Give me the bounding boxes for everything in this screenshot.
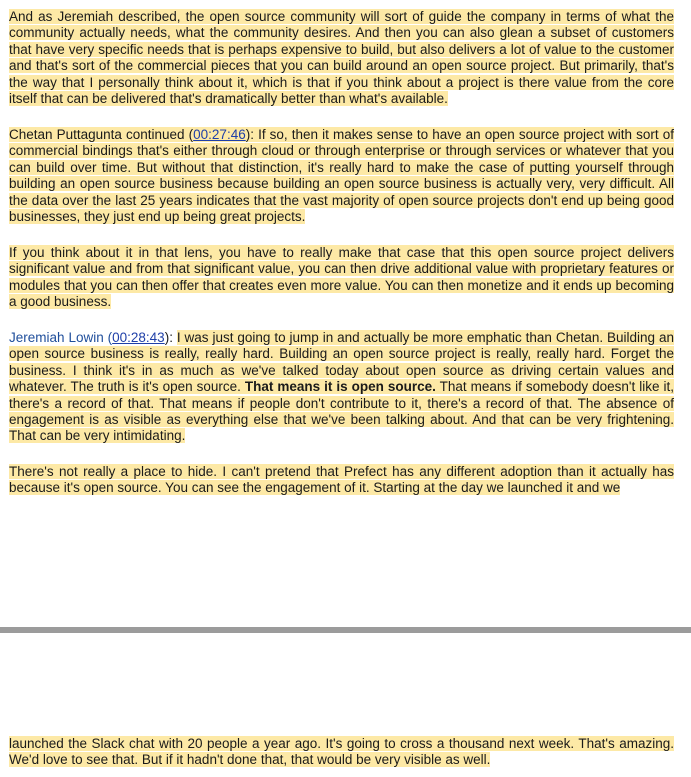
speaker-chetan: Chetan Puttagunta continued (: [9, 127, 194, 142]
paragraph-4: [9, 330, 674, 445]
paragraph-4-text-a: I was just going to jump in and actually be more emphatic than Chetan. Building an open source business is really, really hard. Building an open source project is really, really hard. Forget the business. I think it's in as much as we've talked today about open source as driving certain values and whatever. The truth is it's open source.: [9, 330, 674, 395]
paragraph-3-text: If you think about it in that lens, you have to really make that case that this open source project delivers significant value and from that significant value, you can then drive additional value with proprietary features or modules that you can then offer that creates even more value. You can then monetize and it ends up becoming a good business.: [9, 245, 674, 310]
paragraph-3: [9, 245, 674, 311]
paragraph-1: [9, 9, 674, 107]
speaker-jeremiah: Jeremiah Lowin: [9, 330, 104, 345]
paragraph-6: [9, 736, 674, 769]
paragraph-2-text: If so, then it makes sense to have an open source project with sort of commercial bindings that's either through cloud or through enterprise or through services or whatever that you can build over time. But without that distinction, it's really hard to make the case of putting yourself through building an open source business because building an open source business is actually very, very difficult. All the data over the last 25 years indicates that the vast majority of open source projects don't end up being good businesses, they just end up being great projects.: [9, 127, 675, 225]
paragraph-4-text-b: That means if somebody doesn't like it, there's a record of that. That means if people don't contribute to it, there's a record of that. The absence of engagement is as visible as everything else that we've been talking about. And that can be very frightening. That can be very intimidating.: [9, 379, 674, 444]
timestamp-link-2[interactable]: 00:28:43: [112, 330, 165, 345]
speaker-separator: ):: [164, 330, 177, 345]
paragraph-5-text: There's not really a place to hide. I can't pretend that Prefect has any different adoption than it actually has because it's open source. You can see the engagement of it. Starting at the day we launched it and we: [9, 464, 674, 496]
paragraph-1-text: And as Jeremiah described, the open source community will sort of guide the company in terms of what the community actually needs, what the community desires. And then you can also glean a subset of customers that have very specific needs that is perhaps expensive to build, but also delivers a lot of value to the customer and that's sort of the commercial pieces that you can build around an open source project. But primarily, that's the way that I personally think about it, which is that if you think about a project is there value from the core itself that can be delivered that's dramatically better than what's available.: [9, 9, 674, 107]
paragraph-4-bold: That means it is open source.: [244, 379, 436, 395]
paragraph-2: [9, 127, 674, 225]
paragraph-5: [9, 464, 674, 497]
speaker-separator: ):: [245, 127, 259, 142]
document-page-2: [0, 633, 691, 777]
speaker-open-paren: (: [103, 330, 113, 345]
paragraph-6-text: launched the Slack chat with 20 people a year ago. It's going to cross a thousand next week. That's amazing. We'd love to see that. But if it hadn't done that, that would be very visible as well.: [9, 736, 674, 768]
timestamp-link-1[interactable]: 00:27:46: [193, 127, 246, 142]
